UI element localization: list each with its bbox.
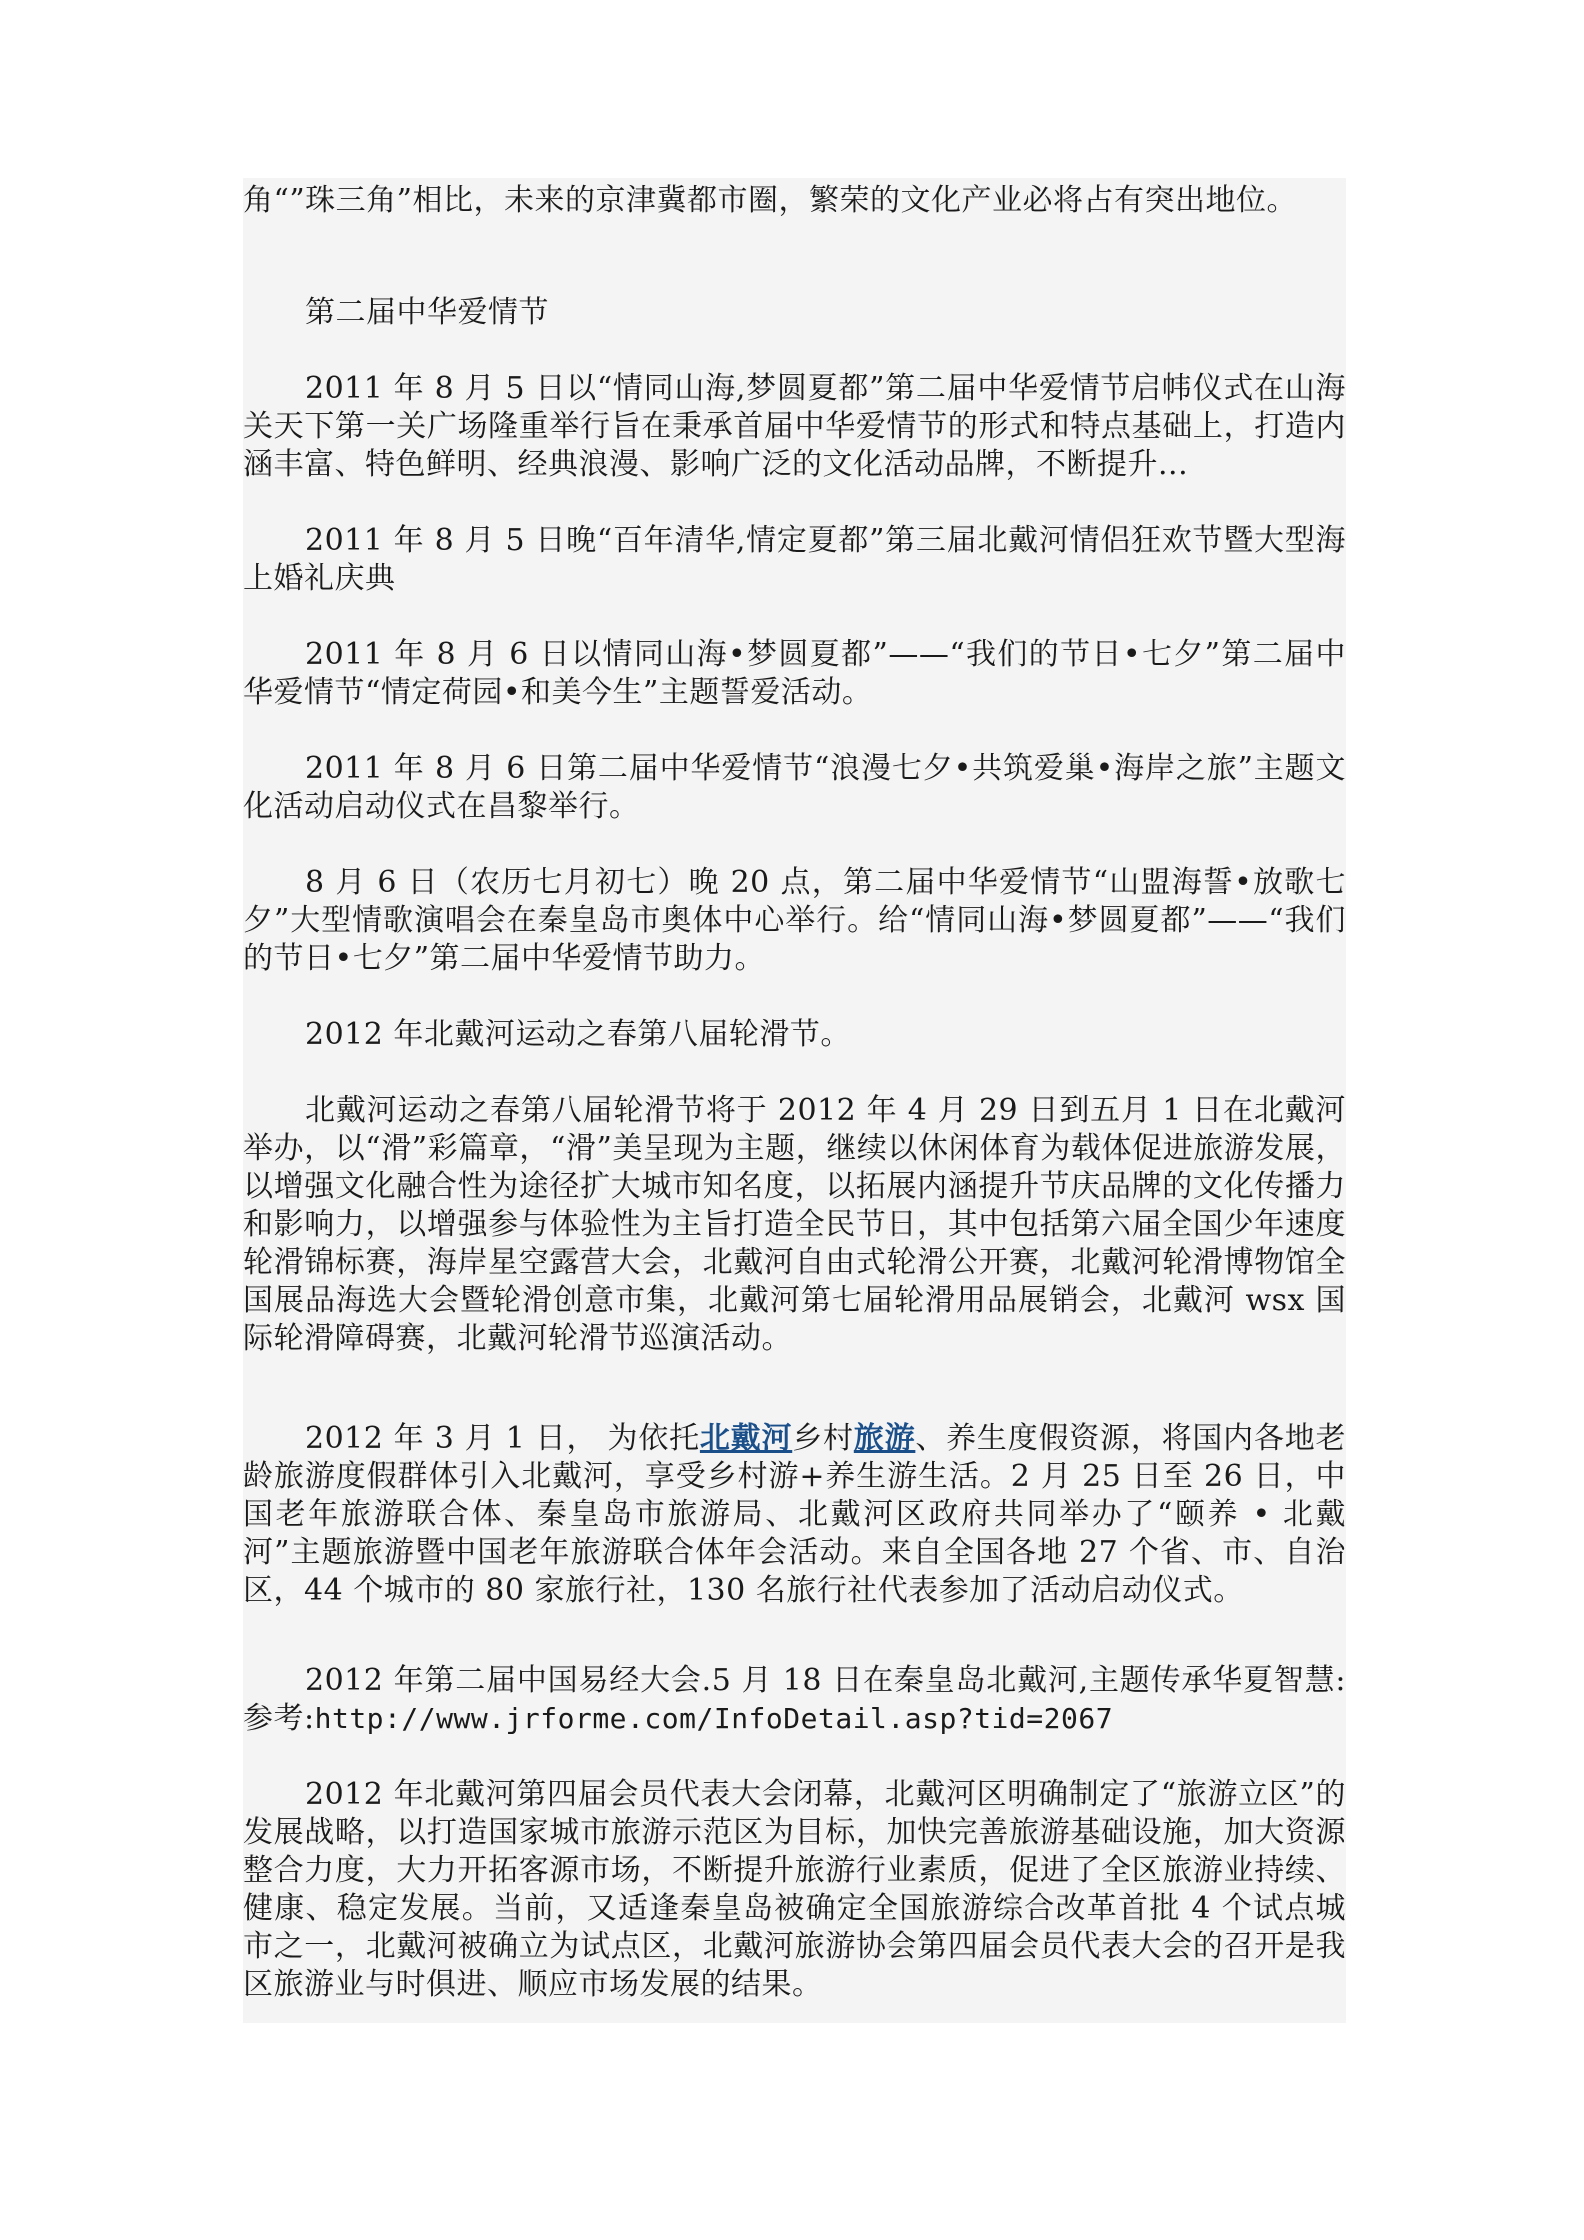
- heading-roller-festival: 2012 年北戴河运动之春第八届轮滑节。: [305, 1017, 851, 1052]
- link-beidaihe[interactable]: 北戴河: [699, 1421, 793, 1456]
- reference-url: http://www.jrforme.com/InfoDetail.asp?tid=2067: [314, 1702, 1114, 1735]
- paragraph-text: 乡村: [792, 1421, 854, 1456]
- paragraph-2011-aug5-opening: 2011 年 8 月 5 日以“情同山海,梦圆夏都”第二届中华爱情节启帏仪式在山海关天下第一关广场隆重举行旨在秉承首届中华爱情节的形式和特点基础上，打造内涵丰富、特色鲜明、经典浪漫、影响广泛的文化活动品牌，不断提升...: [243, 371, 1346, 482]
- paragraph-roller-festival: 北戴河运动之春第八届轮滑节将于 2012 年 4 月 29 日到五月 1 日在北戴河举办，以“滑”彩篇章，“滑”美呈现为主题，继续以休闲体育为载体促进旅游发展，以增强文化融合性为途径扩大城市知名度，以拓展内涵提升节庆品牌的文化传播力和影响力，以增强参与体验性为主旨打造全民节日，其中包括第六届全国少年速度轮滑锦标赛，海岸星空露营大会，北戴河自由式轮滑公开赛，北戴河轮滑博物馆全国展品海选大会暨轮滑创意市集，北戴河第七届轮滑用品展销会，北戴河 wsx 国际轮滑障碍赛，北戴河轮滑节巡演活动。: [243, 1093, 1346, 1356]
- heading-love-festival: 第二届中华爱情节: [305, 295, 549, 330]
- paragraph-text: 2012 年第二届中国易经大会.5 月 18 日在秦皇岛北戴河,主题传承华夏智慧:参考:: [243, 1663, 1346, 1736]
- paragraph-yijing-conference: [243, 1662, 1346, 1738]
- paragraph-2012-mar1-tourism: [243, 1420, 1346, 1610]
- paragraph-text: 2012 年 3 月 1 日， 为依托: [305, 1421, 700, 1456]
- link-tourism[interactable]: 旅游: [853, 1421, 916, 1456]
- document-text-block: [243, 178, 1346, 2023]
- paragraph-aug6-concert: 8 月 6 日（农历七月初七）晚 20 点，第二届中华爱情节“山盟海誓•放歌七夕”大型情歌演唱会在秦皇岛市奥体中心举行。给“情同山海•梦圆夏都”——“我们的节日•七夕”第二届中华爱情节助力。: [243, 865, 1346, 976]
- paragraph-2011-aug6-changli: 2011 年 8 月 6 日第二届中华爱情节“浪漫七夕•共筑爱巢•海岸之旅”主题文化活动启动仪式在昌黎举行。: [243, 751, 1346, 824]
- paragraph-text: 、养生度假资源，将国内各地老龄旅游度假群体引入北戴河，享受乡村游+养生游生活。2 月 25 日至 26 日，中国老年旅游联合体、秦皇岛市旅游局、北戴河区政府共同举办了“颐养 • 北戴河”主题旅游暨中国老年旅游联合体年会活动。来自全国各地 27 个省、市、自治区，44 个城市的 80 家旅行社，130 名旅行社代表参加了活动启动仪式。: [243, 1421, 1347, 1608]
- paragraph-intro-tail: 角“”珠三角”相比，未来的京津冀都市圈，繁荣的文化产业必将占有突出地位。: [243, 183, 1298, 218]
- paragraph-2011-aug6-vow: 2011 年 8 月 6 日以情同山海•梦圆夏都”——“我们的节日•七夕”第二届中华爱情节“情定荷园•和美今生”主题誓爱活动。: [243, 637, 1346, 710]
- paragraph-2011-aug5-evening: 2011 年 8 月 5 日晚“百年清华,情定夏都”第三届北戴河情侣狂欢节暨大型海上婚礼庆典: [243, 523, 1346, 596]
- paragraph-association-congress: 2012 年北戴河第四届会员代表大会闭幕，北戴河区明确制定了“旅游立区”的发展战略，以打造国家城市旅游示范区为目标，加快完善旅游基础设施，加大资源整合力度，大力开拓客源市场，不断提升旅游行业素质，促进了全区旅游业持续、健康、稳定发展。当前，又适逢秦皇岛被确定全国旅游综合改革首批 4 个试点城市之一，北戴河被确立为试点区，北戴河旅游协会第四届会员代表大会的召开是我区旅游业与时俱进、顺应市场发展的结果。: [243, 1777, 1346, 2002]
